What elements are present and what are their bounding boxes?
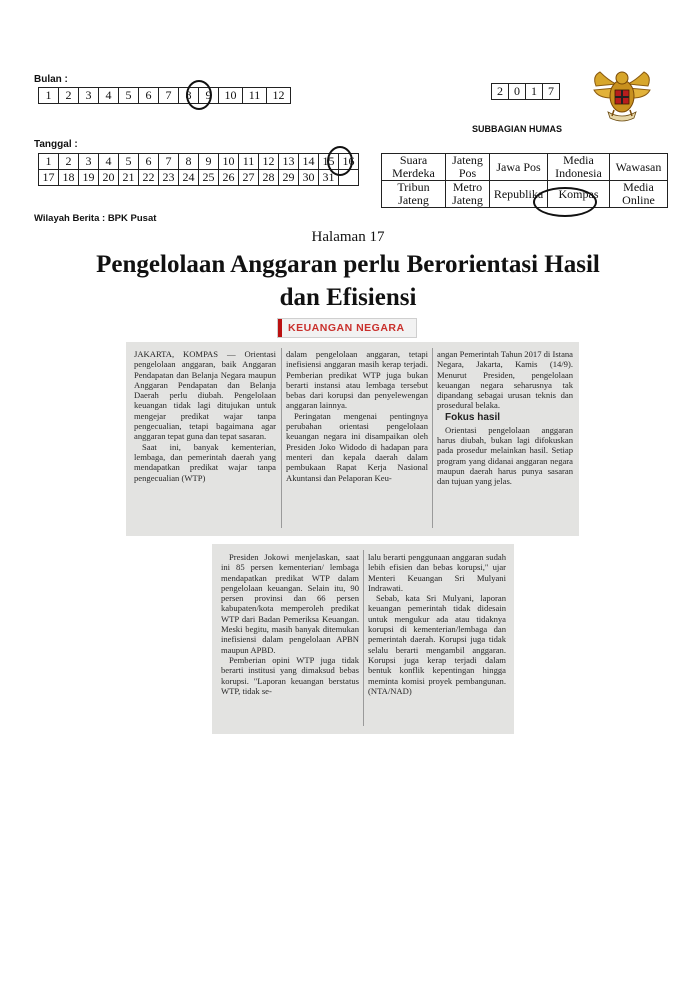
month-cell: 2 (59, 88, 79, 104)
date-cell: 19 (79, 170, 99, 186)
column-divider (281, 348, 282, 528)
article-column-3 (437, 349, 573, 487)
newspaper-cell: Media Indonesia (548, 154, 610, 181)
month-cell: 7 (159, 88, 179, 104)
date-cell: 25 (199, 170, 219, 186)
month-grid (38, 87, 291, 104)
section-label: KEUANGAN NEGARA (288, 322, 405, 334)
date-cell: 18 (59, 170, 79, 186)
date-cell: 29 (279, 170, 299, 186)
month-cell: 1 (39, 88, 59, 104)
date-cell: 16 (339, 154, 359, 170)
selected-date-circle (327, 146, 353, 176)
month-cell: 5 (119, 88, 139, 104)
year-digit: 1 (526, 84, 543, 100)
year-grid (491, 83, 560, 100)
article-column-4 (221, 552, 359, 696)
newspaper-cell: Republika (490, 181, 548, 208)
date-cell: 12 (259, 154, 279, 170)
article-paragraph: Sebab, kata Sri Mulyani, laporan keuangan pemerintah tidak didesain untuk mengukur ada atau tidaknya korupsi di kementerian/lembaga dan pemerintah daerah. Korupsi juga tidak selalu berarti mengambil anggaran. Korupsi juga kerap terjadi dalam bentuk konflik kepentingan hingga meminta komisi proyek pembangunan. (NTA/NAD) (368, 593, 506, 696)
selected-newspaper-circle (533, 187, 597, 217)
date-cell: 4 (99, 154, 119, 170)
date-cell: 28 (259, 170, 279, 186)
month-cell: 9 (199, 88, 219, 104)
month-cell: 11 (243, 88, 267, 104)
date-cell: 11 (239, 154, 259, 170)
date-cell: 21 (119, 170, 139, 186)
selected-month-circle (186, 80, 212, 110)
article-column-1 (134, 349, 276, 483)
page-number: Halaman 17 (311, 229, 385, 245)
date-cell: 2 (59, 154, 79, 170)
newspaper-cell: Media Online (610, 181, 668, 208)
subbagian-label: SUBBAGIAN HUMAS (472, 124, 562, 134)
clipping-part-2 (212, 544, 514, 734)
date-cell: 7 (159, 154, 179, 170)
newspaper-cell: Wawasan (610, 154, 668, 181)
year-digit: 2 (492, 84, 509, 100)
tanggal-label: Tanggal : (34, 139, 78, 150)
date-cell: 13 (279, 154, 299, 170)
bulan-label: Bulan : (34, 74, 68, 85)
article-subhead: Fokus hasil (445, 411, 501, 423)
newspaper-cell: Kompas (548, 181, 610, 208)
date-cell: 17 (39, 170, 59, 186)
date-grid (38, 153, 359, 186)
newspaper-cell: Tribun Jateng (382, 181, 446, 208)
article-paragraph: Saat ini, banyak kementerian, lembaga, dan pemerintah daerah yang mendapatkan predikat wajar tanpa pengecualian (WTP) (134, 441, 276, 483)
wilayah-berita-label: Wilayah Berita : BPK Pusat (34, 213, 157, 224)
date-cell: 23 (159, 170, 179, 186)
article-paragraph: lalu berarti penggunaan anggaran sudah lebih efisien dan bebas korupsi," ujar Menteri Keuangan Sri Mulyani Indrawati. (368, 552, 506, 593)
article-paragraph: Peringatan mengenai pentingnya perubahan orientasi pengelolaan keuangan negara ini disampaikan oleh Presiden Joko Widodo di hadapan para menteri dan kepala daerah dalam pembukaan Rapat Kerja Nasional Akuntansi dan Pelaporan Keu- (286, 410, 428, 483)
date-cell: 9 (199, 154, 219, 170)
section-banner (277, 318, 417, 338)
date-cell: 24 (179, 170, 199, 186)
date-cell: 8 (179, 154, 199, 170)
year-digit: 7 (543, 84, 560, 100)
article-paragraph: Pemberian opini WTP juga tidak berarti institusi yang dimaksud bebas korupsi. "Laporan keuangan berstatus WTP, tidak se- (221, 654, 359, 696)
article-column-2 (286, 349, 428, 483)
date-cell: 3 (79, 154, 99, 170)
column-divider (432, 348, 433, 528)
date-cell: 22 (139, 170, 159, 186)
month-cell: 8 (179, 88, 199, 104)
date-cell: 30 (299, 170, 319, 186)
month-cell: 6 (139, 88, 159, 104)
date-cell: 10 (219, 154, 239, 170)
headline: Pengelolaan Anggaran perlu Berorientasi Hasil dan Efisiensi (96, 251, 600, 311)
date-cell: 26 (219, 170, 239, 186)
date-cell: 15 (319, 154, 339, 170)
date-cell: 5 (119, 154, 139, 170)
newspaper-cell: Metro Jateng (446, 181, 490, 208)
date-cell: 31 (319, 170, 339, 186)
month-cell: 4 (99, 88, 119, 104)
banner-accent (278, 319, 282, 337)
article-paragraph: angan Pemerintah Tahun 2017 di Istana Negara, Jakarta, Kamis (14/9). Menurut Presiden, pengelolaan keuangan negara seharusnya tak dipandang sebagai urusan teknis dan prosedural belaka. (437, 349, 573, 411)
newspaper-cell: Jateng Pos (446, 154, 490, 181)
date-cell: 14 (299, 154, 319, 170)
newspaper-grid (381, 153, 668, 208)
date-cell: 1 (39, 154, 59, 170)
garuda-emblem-icon (590, 68, 654, 126)
article-paragraph: JAKARTA, KOMPAS — Orientasi pengelolaan anggaran, baik Anggaran Pendapatan dan Belanja Negara maupun Anggaran Pendapatan dan Belanja Daerah perlu diubah. Pengelolaan keuangan tidak lagi ditujukan untuk mengejar predikat wajar tanpa pengecualian, tetapi bagaimana agar anggaran tepat guna dan tepat sasaran. (134, 349, 276, 442)
date-cell: 27 (239, 170, 259, 186)
date-cell: 20 (99, 170, 119, 186)
column-divider (363, 550, 364, 726)
month-cell: 10 (219, 88, 243, 104)
year-digit: 0 (509, 84, 526, 100)
clipping-part-1 (126, 342, 579, 536)
article-paragraph: dalam pengelolaan anggaran, tetapi inefisiensi anggaran masih kerap terjadi. Pemberian predikat WTP juga bukan berarti instansi atau lembaga tersebut bebas dari korupsi dan penyelewengan anggaran lainnya. (286, 349, 428, 411)
article-column-5 (368, 552, 506, 696)
newspaper-cell: Jawa Pos (490, 154, 548, 181)
month-cell: 12 (267, 88, 291, 104)
date-cell: 6 (139, 154, 159, 170)
newspaper-cell: Suara Merdeka (382, 154, 446, 181)
article-paragraph: Presiden Jokowi menjelaskan, saat ini 85 persen kementerian/ lembaga mendapatkan predikat WTP dalam pengelolaan keuangan. Selain itu, 90 persen provinsi dan 66 persen kabupaten/kota memperoleh predikat WTP dari Badan Pemeriksa Keuangan. Meski begitu, masih banyak ditemukan inefisiensi dalam pengelolaan APBN maupun APBD. (221, 552, 359, 655)
month-cell: 3 (79, 88, 99, 104)
article-paragraph: Orientasi pengelolaan anggaran harus diubah, bukan lagi difokuskan pada prosedur melainkan hasil. Setiap program yang didanai anggaran negara maupun daerah harus punya sasaran dan tujuan yang jelas. (437, 424, 573, 487)
